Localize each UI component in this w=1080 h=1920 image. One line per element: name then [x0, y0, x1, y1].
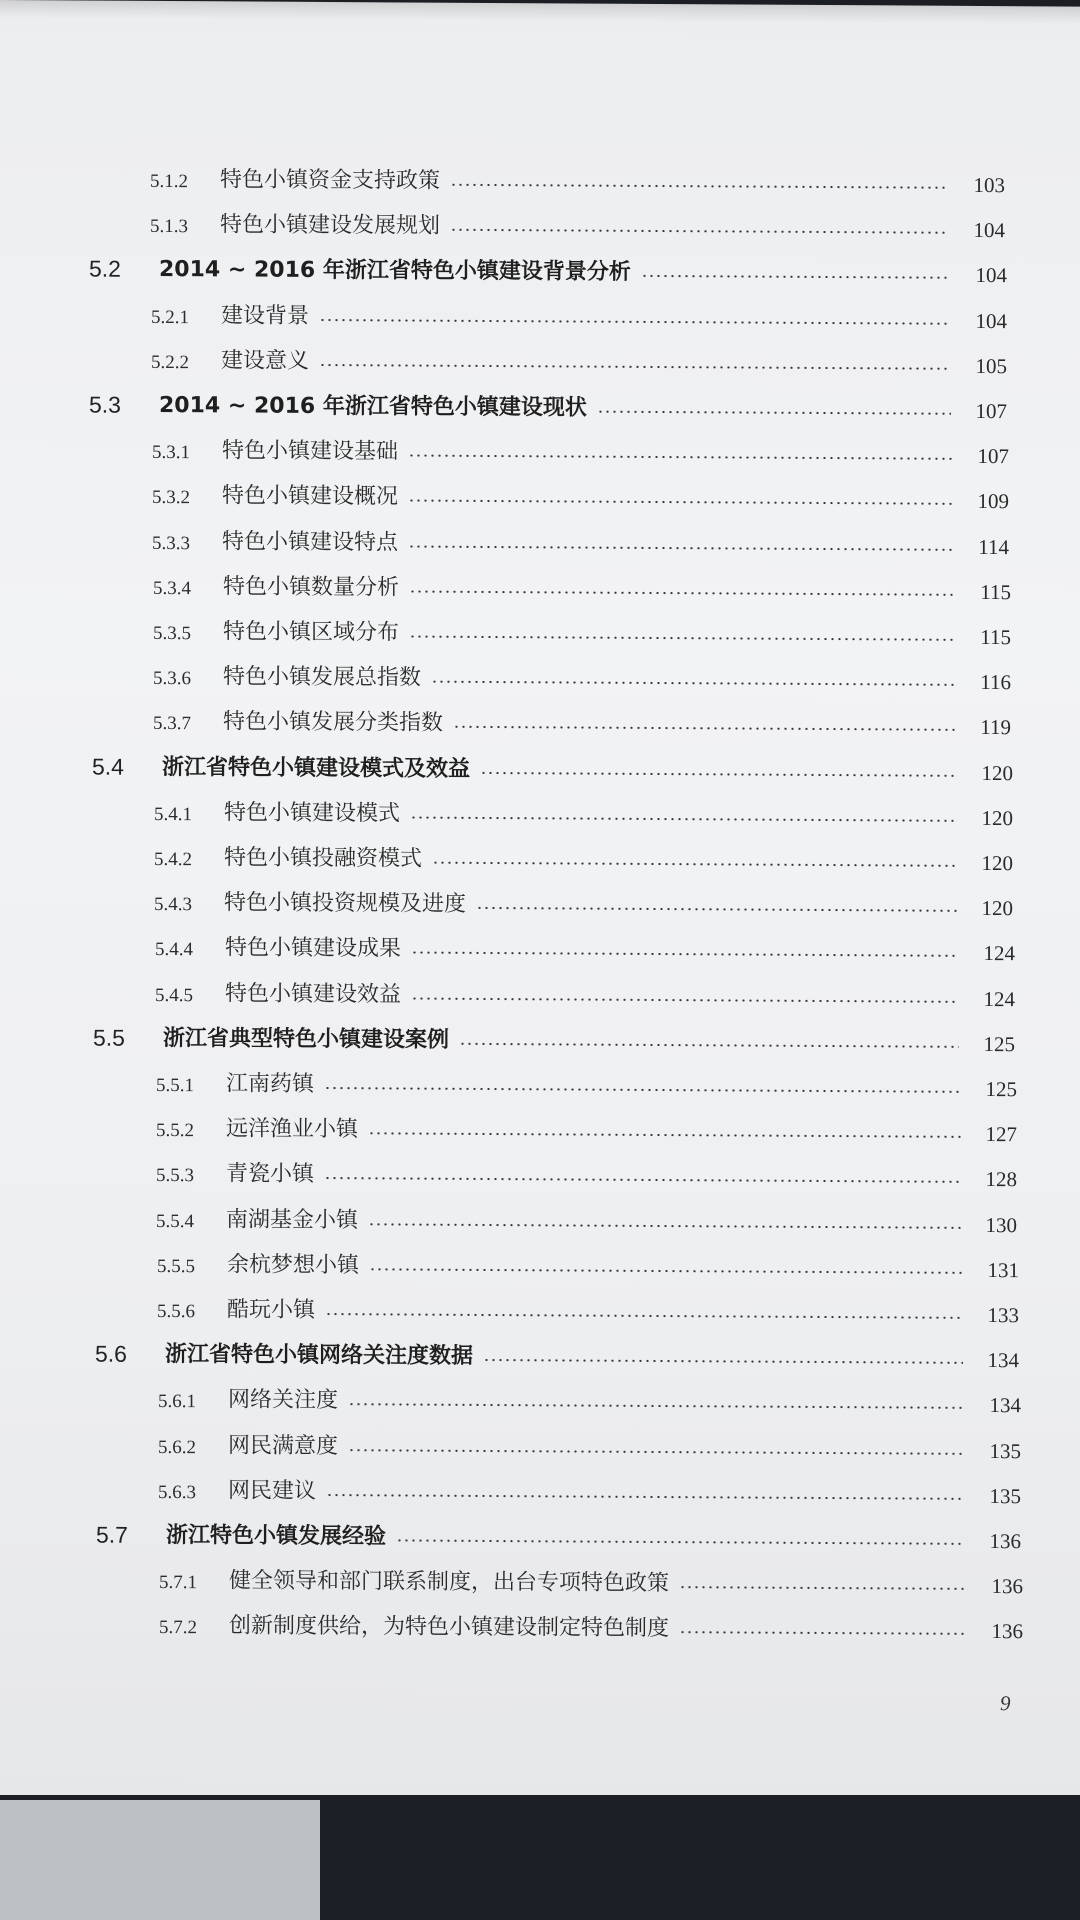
toc-entry-page: 119	[980, 715, 1011, 740]
toc-subsection-entry	[3, 559, 1011, 605]
toc-entry-page: 134	[987, 1348, 1019, 1373]
toc-entry-number: 5.2	[89, 255, 121, 283]
toc-entry-title: 特色小镇资金支持政策	[220, 167, 441, 194]
toc-entry-page: 107	[975, 398, 1007, 424]
toc-subsection-entry	[8, 1463, 1021, 1509]
dot-leader	[476, 907, 957, 912]
toc-entry-page: 105	[975, 353, 1007, 378]
toc-entry-title: 酷玩小镇	[227, 1297, 316, 1323]
toc-section-entry	[7, 1327, 1019, 1373]
dot-leader	[319, 364, 951, 370]
toc-subsection-entry	[8, 1372, 1021, 1418]
toc-entry-page: 124	[983, 941, 1015, 966]
toc-entry-page: 125	[983, 1031, 1015, 1056]
toc-subsection-entry	[7, 1282, 1019, 1328]
toc-entry-number: 5.2.1	[151, 306, 189, 328]
toc-entry-page: 131	[987, 1257, 1019, 1283]
toc-entry-title: 特色小镇建设特点	[222, 528, 399, 556]
toc-entry-page: 136	[991, 1619, 1023, 1644]
toc-entry-number: 5.5.3	[156, 1165, 194, 1187]
toc-entry-number: 5.4.5	[155, 984, 193, 1006]
toc-entry-number: 5.3.1	[152, 442, 190, 464]
toc-subsection-entry	[7, 1237, 1019, 1283]
toc-entry-number: 5.4.3	[154, 894, 192, 916]
toc-entry-number: 5.4	[92, 753, 124, 780]
toc-section-entry	[4, 740, 1013, 786]
toc-entry-number: 5.6.2	[158, 1436, 196, 1458]
toc-entry-page: 107	[977, 444, 1009, 469]
toc-entry-number: 5.5.1	[156, 1074, 194, 1097]
dot-leader	[348, 1404, 965, 1410]
toc-entry-title: 浙江省特色小镇网络关注度数据	[165, 1342, 474, 1370]
toc-entry-title: 浙江省典型特色小镇建设案例	[163, 1025, 450, 1053]
toc-entry-title: 2014 ~ 2016 年浙江省特色小镇建设现状	[159, 392, 587, 421]
dot-leader	[396, 1539, 965, 1544]
toc-entry-page: 120	[981, 850, 1013, 876]
toc-entry-number: 5.1.2	[150, 170, 188, 193]
toc-entry-page: 115	[980, 579, 1011, 604]
toc-entry-page: 104	[973, 218, 1005, 243]
toc-entry-number: 5.7.2	[159, 1617, 197, 1639]
toc-subsection-entry	[0, 152, 1005, 198]
toc-section-entry	[8, 1508, 1021, 1554]
toc-entry-page: 135	[989, 1438, 1021, 1463]
toc-entry-title: 特色小镇建设效益	[225, 980, 402, 1008]
toc-entry-number: 5.6.1	[158, 1391, 196, 1413]
toc-entry-title: 青瓷小镇	[226, 1161, 315, 1188]
toc-entry-title: 远洋渔业小镇	[226, 1116, 359, 1143]
toc-subsection-entry	[6, 1101, 1017, 1147]
toc-entry-page: 135	[989, 1483, 1021, 1509]
dot-leader	[408, 500, 953, 505]
toc-entry-title: 2014 ~ 2016 年浙江省特色小镇建设背景分析	[159, 257, 631, 286]
dot-leader	[453, 726, 955, 731]
toc-entry-title: 网民满意度	[228, 1432, 339, 1459]
dot-leader	[368, 1223, 961, 1229]
toc-entry-page: 115	[980, 624, 1011, 650]
toc-entry-title: 网络关注度	[228, 1387, 339, 1414]
toc-entry-number: 5.4.4	[155, 939, 193, 961]
toc-entry-title: 特色小镇建设概况	[222, 483, 399, 510]
underlying-book-edge	[0, 1800, 320, 1920]
toc-entry-number: 5.1.3	[150, 216, 188, 238]
toc-subsection-entry	[0, 197, 1005, 243]
toc-subsection-entry	[3, 604, 1011, 650]
toc-subsection-entry	[6, 1056, 1017, 1102]
toc-entry-title: 建设意义	[221, 348, 310, 374]
toc-subsection-entry	[8, 1418, 1021, 1464]
dot-leader	[432, 862, 957, 867]
toc-entry-page: 104	[975, 263, 1007, 288]
toc-entry-page: 125	[985, 1077, 1017, 1102]
toc-entry-page: 130	[985, 1212, 1017, 1237]
toc-entry-number: 5.5.4	[156, 1210, 194, 1232]
toc-entry-page: 103	[973, 172, 1005, 198]
dot-leader	[597, 411, 951, 415]
toc-subsection-entry	[6, 1192, 1017, 1238]
toc-entry-number: 5.5.5	[157, 1255, 195, 1277]
dot-leader	[409, 590, 955, 595]
toc-entry-title: 江南药镇	[226, 1071, 315, 1097]
toc-entry-number: 5.7.1	[159, 1572, 197, 1594]
toc-entry-number: 5.7	[96, 1521, 128, 1548]
toc-entry-number: 5.3.5	[153, 622, 191, 645]
toc-subsection-entry	[4, 875, 1013, 921]
toc-entry-title: 特色小镇建设基础	[222, 438, 399, 465]
toc-entry-number: 5.3.3	[152, 532, 190, 554]
dot-leader	[450, 184, 949, 189]
dot-leader	[431, 681, 955, 686]
toc-entry-number: 5.3.2	[152, 487, 190, 509]
dot-leader	[641, 275, 951, 279]
toc-entry-number: 5.5.2	[156, 1120, 194, 1142]
dot-leader	[326, 1494, 965, 1500]
toc-section-entry	[1, 378, 1007, 424]
toc-subsection-entry	[9, 1553, 1023, 1599]
toc-subsection-entry	[1, 333, 1007, 379]
toc-entry-number: 5.3.4	[153, 577, 191, 599]
toc-entry-number: 5.3.6	[153, 668, 191, 690]
toc-entry-number: 5.6	[95, 1340, 127, 1367]
toc-entry-number: 5.5.6	[157, 1300, 195, 1323]
toc-subsection-entry	[2, 514, 1009, 560]
toc-entry-title: 特色小镇区域分布	[223, 619, 400, 646]
dot-leader	[480, 772, 957, 777]
toc-entry-page: 116	[980, 670, 1011, 695]
toc-subsection-entry	[2, 423, 1009, 469]
toc-entry-page: 120	[981, 896, 1013, 921]
dot-leader	[411, 997, 959, 1002]
toc-entry-page: 109	[977, 489, 1009, 514]
dot-leader	[679, 1586, 967, 1590]
toc-entry-title: 特色小镇发展分类指数	[223, 709, 444, 737]
toc-entry-title: 特色小镇发展总指数	[223, 664, 422, 691]
dot-leader	[319, 319, 951, 325]
dot-leader	[324, 1087, 961, 1093]
toc-entry-title: 建设背景	[221, 302, 310, 329]
toc-entry-page: 124	[983, 986, 1015, 1011]
toc-entry-title: 创新制度供给，为特色小镇建设制定特色制度	[229, 1613, 670, 1642]
toc-entry-page: 114	[978, 534, 1009, 559]
toc-entry-title: 余杭梦想小镇	[227, 1252, 360, 1278]
toc-entry-number: 5.5	[93, 1024, 125, 1051]
toc-entry-title: 网民建议	[228, 1478, 317, 1504]
toc-entry-title: 特色小镇投融资模式	[224, 845, 423, 872]
toc-subsection-entry	[5, 920, 1015, 966]
toc-entry-page: 136	[989, 1529, 1021, 1554]
dot-leader	[324, 1177, 961, 1183]
dot-leader	[459, 1043, 959, 1048]
toc-entry-page: 120	[981, 805, 1013, 830]
toc-entry-page: 120	[981, 760, 1013, 785]
toc-subsection-entry	[5, 966, 1015, 1012]
toc-entry-page: 128	[985, 1167, 1017, 1192]
toc-entry-title: 浙江特色小镇发展经验	[166, 1523, 387, 1550]
toc-entry-title: 特色小镇建设模式	[224, 800, 401, 827]
dot-leader	[409, 635, 955, 640]
toc-entry-title: 健全领导和部门联系制度，出台专项特色政策	[229, 1568, 670, 1597]
toc-entry-title: 特色小镇建设成果	[225, 935, 402, 962]
dot-leader	[450, 229, 949, 234]
page-number: 9	[1000, 1691, 1011, 1716]
dot-leader	[369, 1268, 963, 1274]
toc-subsection-entry	[2, 468, 1009, 514]
toc-entry-title: 特色小镇数量分析	[223, 574, 400, 601]
dot-leader	[408, 455, 953, 460]
toc-entry-page: 136	[991, 1574, 1023, 1599]
toc-subsection-entry	[6, 1146, 1017, 1192]
dot-leader	[483, 1359, 963, 1364]
dot-leader	[348, 1449, 965, 1455]
toc-subsection-entry	[1, 288, 1007, 334]
dot-leader	[410, 816, 957, 821]
toc-entry-title: 浙江省特色小镇建设模式及效益	[162, 754, 471, 782]
dot-leader	[679, 1632, 967, 1636]
toc-entry-number: 5.3	[89, 391, 121, 418]
toc-entry-page: 134	[989, 1393, 1021, 1418]
dot-leader	[408, 545, 953, 550]
dot-leader	[368, 1132, 961, 1138]
toc-subsection-entry	[4, 785, 1013, 831]
toc-section-entry	[5, 1011, 1015, 1057]
toc-entry-title: 特色小镇建设发展规划	[220, 212, 441, 239]
toc-subsection-entry	[4, 830, 1013, 876]
dot-leader	[411, 952, 959, 957]
toc-section-entry	[1, 242, 1007, 288]
dot-leader	[325, 1313, 963, 1319]
toc-entry-page: 133	[987, 1303, 1019, 1328]
toc-entry-title: 南湖基金小镇	[226, 1206, 359, 1233]
toc-entry-number: 5.3.7	[153, 713, 191, 735]
toc-subsection-entry	[3, 694, 1011, 740]
toc-entry-number: 5.4.2	[154, 848, 192, 871]
toc-entry-page: 104	[975, 308, 1007, 333]
toc-subsection-entry	[3, 649, 1011, 695]
toc-entry-title: 特色小镇投资规模及进度	[224, 890, 467, 918]
toc-subsection-entry	[9, 1598, 1023, 1644]
toc-entry-number: 5.4.1	[154, 803, 192, 825]
toc-entry-number: 5.2.2	[151, 351, 189, 373]
toc-entry-page: 127	[985, 1122, 1017, 1147]
toc-entry-number: 5.6.3	[158, 1481, 196, 1503]
